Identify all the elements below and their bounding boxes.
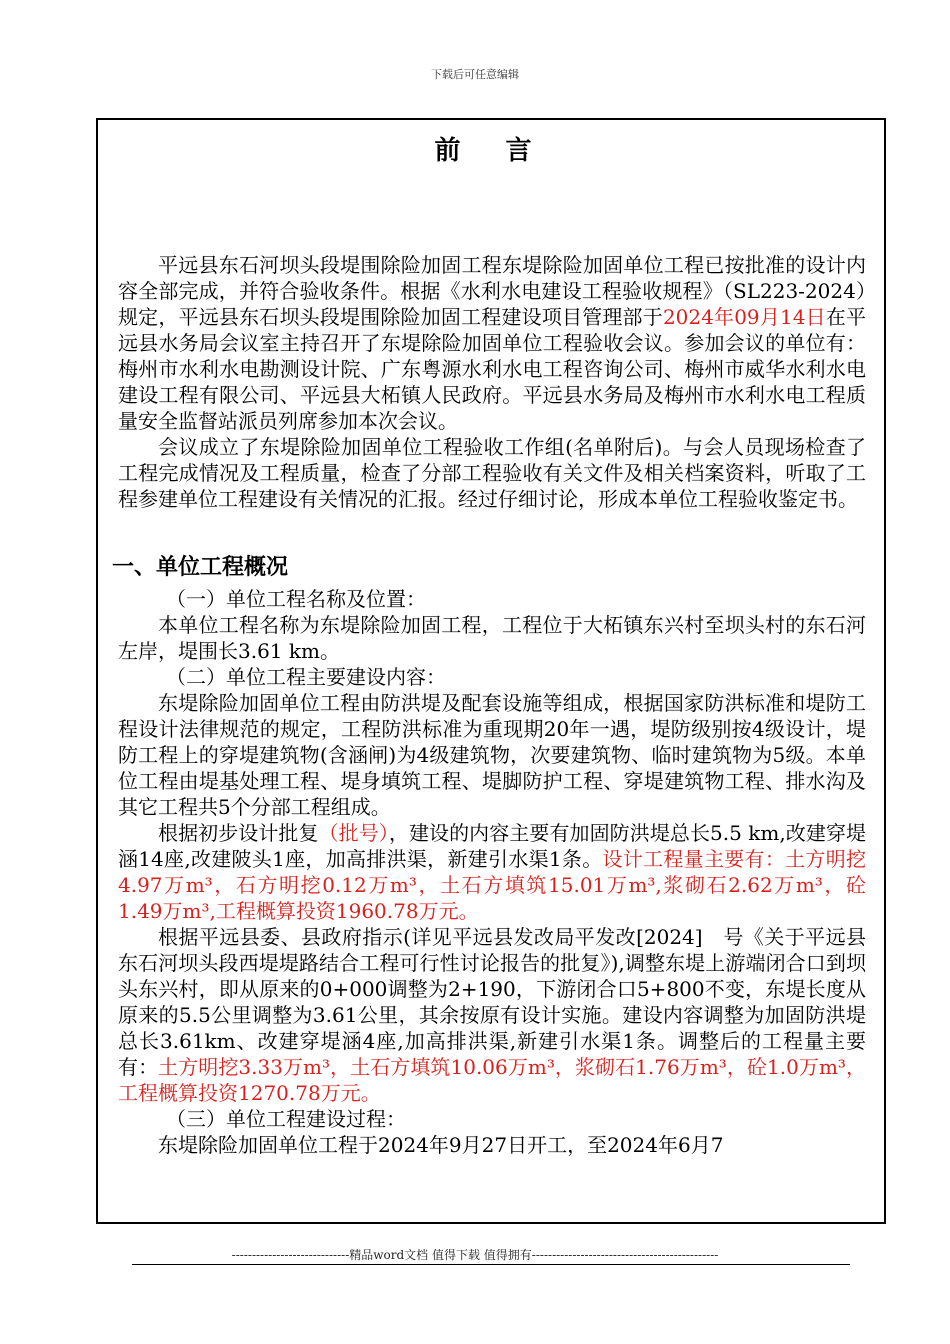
approval-paragraph bbox=[118, 820, 866, 924]
footer-banner: -----------------------------精品word文档 值得下载 值得拥有---------------------------------------------- bbox=[231, 1248, 719, 1262]
adjustment-text: 根据平远县委、县政府指示(详见平远县发改局平发改[2024] 号《关于平远县东石河坝头段西堤堤路结合工程可行性讨论报告的批复》),调整东堤上游端闭合口到坝头东兴村，即从原来的0+000调整为2+190，下游闭合口5+800不变，东堤长度从原来的5.5公里调整为3.61公里，其余按原有设计实施。建设内容调整为加固防洪堤总长3.61km、改建穿堤涵4座,加高排洪渠,新建引水渠1条。调整后的工程量主要有： bbox=[118, 925, 866, 1079]
adjusted-quantities: 土方明挖3.33万m³，土石方填筑10.06万m³，浆砌石1.76万m³，砼1.0万m³，工程概算投资1270.78万元。 bbox=[118, 1055, 867, 1105]
page-title: 前 言 bbox=[434, 136, 550, 166]
name-location-paragraph: 本单位工程名称为东堤除险加固工程，工程位于大柘镇东兴村至坝头村的东石河左岸，堤围长3.61 km。 bbox=[118, 613, 866, 663]
main-content-paragraph: 东堤除险加固单位工程由防洪堤及配套设施等组成，根据国家防洪标准和堤防工程设计法律规范的规定，工程防洪标准为重现期20年一遇，堤防级别按4级设计，堤防工程上的穿堤建筑物(含涵闸)为4级建筑物，次要建筑物、临时建筑物为5级。本单位工程由堤基处理工程、堤身填筑工程、堤脚防护工程、穿堤建筑物工程、排水沟及其它工程共5个分部工程组成。 bbox=[118, 691, 866, 819]
subsection-title-main-content: （二）单位工程主要建设内容： bbox=[166, 665, 446, 689]
intro-paragraph-2: 会议成立了东堤除险加固单位工程验收工作组(名单附后)。与会人员现场检查了工程完成情况及工程质量，检查了分部工程验收有关文件及相关档案资料，听取了工程参建单位工程建设有关情况的汇报。经过仔细讨论，形成本单位工程验收鉴定书。 bbox=[118, 435, 866, 511]
approval-text-b: ，建设的内容主要有加固防洪堤总长5.5 km,改建穿堤涵14座,改建陂头1座，加高排洪渠，新建引水渠1条。 bbox=[118, 821, 867, 871]
meeting-date: 2024年09月14日 bbox=[662, 305, 826, 329]
intro-paragraph-1 bbox=[118, 252, 866, 434]
subsection-title-construction-process: （三）单位工程建设过程： bbox=[166, 1107, 406, 1131]
design-quantities: 设计工程量主要有：土方明挖4.97万m³，石方明挖0.12万m³，土石方填筑15.01万m³,浆砌石2.62万m³，砼1.49万m³,工程概算投资1960.78万元。 bbox=[118, 847, 866, 923]
adjustment-paragraph bbox=[118, 924, 866, 1106]
footer-rule bbox=[132, 1264, 850, 1265]
document-frame bbox=[96, 118, 886, 1224]
subsection-title-name-location: （一）单位工程名称及位置： bbox=[166, 587, 426, 611]
section-title-overview: 一、单位工程概况 bbox=[112, 554, 289, 580]
intro-text-a: 平远县东石河坝头段堤围除险加固工程东堤除险加固单位工程已按批准的设计内容全部完成，并符合验收条件。根据《水利水电建设工程验收规程》（SL223-2024）规定，平远县东石坝头段堤围除险加固工程建设项目管理部于 bbox=[118, 253, 866, 329]
approval-text-a: 根据初步设计批复 bbox=[158, 821, 319, 845]
header-note: 下载后可任意编辑 bbox=[431, 68, 519, 81]
document-content bbox=[112, 134, 867, 1158]
construction-process-paragraph: 东堤除险加固单位工程于2024年9月27日开工，至2024年6月7 bbox=[158, 1133, 724, 1157]
intro-text-b: 在平远县水务局会议室主持召开了东堤除险加固单位工程验收会议。参加会议的单位有：梅州市水利水电勘测设计院、广东粤源水利水电工程咨询公司、梅州市威华水利水电建设工程有限公司、平远县大柘镇人民政府。平远县水务局及梅州市水利水电工程质量安全监督站派员列席参加本次会议。 bbox=[118, 305, 867, 433]
approval-number: （批号） bbox=[318, 821, 389, 845]
